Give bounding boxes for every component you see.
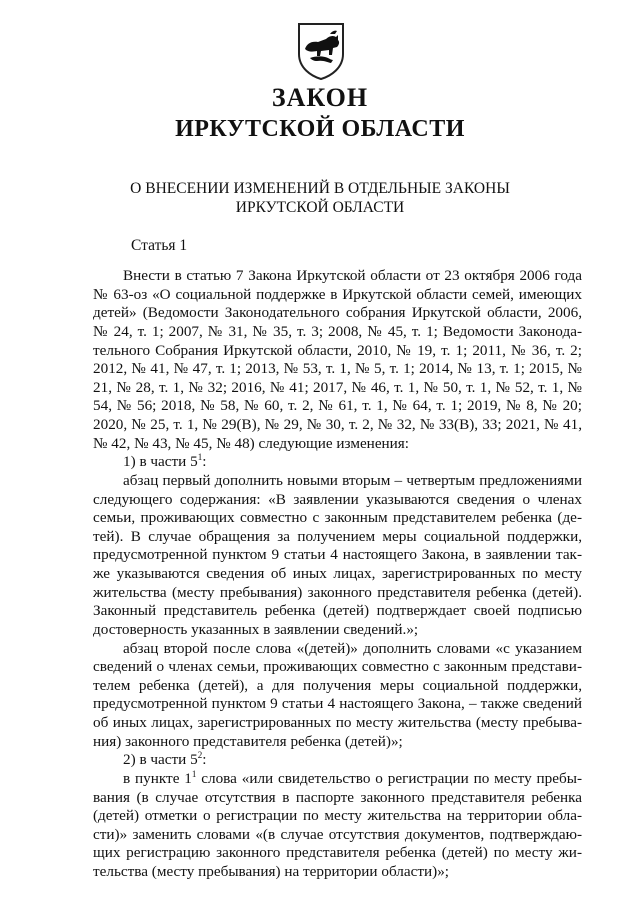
item-2-para-prefix: в пункте 1 bbox=[123, 769, 192, 787]
item-2-colon: : bbox=[202, 751, 207, 769]
item-2-para-rest: слова «или свидетельство о регистрации по месту пребывания (в случае отсутствия в паспорте законного представителя ребенка (детей) отметки о регистрации по месту жительства на территории области)» заменить словами «(в случае отсутствия документов, подтверждающих регистрацию законного представителя ребенка (детей) по месту жительства (месту пребывания) на территории области)»; bbox=[93, 769, 582, 880]
item-2-superscript: 2 bbox=[197, 750, 203, 761]
intro-paragraph: Внести в статью 7 Закона Иркутской области от 23 октября 2006 года № 63-оз «О социальной поддержке в Иркутской области семей, имеющих детей» (Ведомости Законодательного собрания Иркутской области, 2006, № 24, т. 1; 2007, № 31, № 35, т. 3; 2008, № 45, т. 1; Ведомости Законодательного Собрания Иркутской области, 2010, № 19, т. 1; 2011, № 36, т. 2; 2012, № 41, № 47, т. 1; 2013, № 53, т. 1, № 5, т. 1; 2014, № 13, т. 1; 2015, № 21, № 28, т. 1, № 32; 2016, № 41; 2017, № 46, т. 1, № 50, т. 1, № 52, т. 1, № 54, № 56; 2018, № 58, № 60, т. 2, № 61, т. 1, № 64, т. 1; 2019, № 8, № 20; 2020, № 25, т. 1, № 29(В), № 29, № 30, т. 2, № 32, № 33(В), 33; 2021, № 41, № 42, № 43, № 45, № 48) следующие изменения: bbox=[93, 267, 582, 452]
subject-line-1: О ВНЕСЕНИИ ИЗМЕНЕНИЙ В ОТДЕЛЬНЫЕ ЗАКОНЫ bbox=[130, 180, 510, 197]
item-1-superscript: 1 bbox=[197, 452, 203, 463]
item-2-para-superscript: 1 bbox=[191, 768, 197, 779]
item-1-paragraph-1: абзац первый дополнить новыми вторым – четвертым предложениями следующего содержания: «В заявлении указываются сведения о членах семьи, проживающих совместно с законным представителем ребенка (детей). В случае обращения за получением меры социальной поддержки, предусмотренной пунктом 9 статьи 4 настоящего Закона, в заявлении также указываются сведения об иных лицах, зарегистрированных по месту жительства (месту пребывания) законного представителя ребенка (детей). Законный представитель ребенка (детей) подтверждает своей подписью достоверность указанных в заявлении сведений.»; bbox=[93, 471, 582, 638]
item-1-label: 1) в части 5 bbox=[123, 453, 198, 471]
item-1-colon: : bbox=[202, 453, 207, 471]
item-2-paragraph-1 bbox=[93, 770, 582, 882]
item-1-heading bbox=[93, 453, 582, 472]
item-1-paragraph-2: абзац второй после слова «(детей)» дополнить словами «с указанием сведений о членах семьи, проживающих совместно с законным представителем ребенка (детей), а для получения меры социальной поддержки, предусмотренной пунктом 9 статьи 4 настоящего Закона, – также сведений об иных лицах, зарегистрированных по месту жительства (месту пребывания) законного представителя ребенка (детей)»; bbox=[93, 639, 582, 750]
article-body bbox=[93, 267, 582, 882]
document-subtitle: ИРКУТСКОЙ ОБЛАСТИ bbox=[175, 116, 465, 142]
article-label: Статья 1 bbox=[131, 237, 188, 254]
irkutsk-coat-of-arms-icon bbox=[297, 22, 345, 80]
item-2-heading bbox=[93, 751, 582, 770]
law-subject-heading bbox=[0, 179, 640, 217]
item-2-label: 2) в части 5 bbox=[123, 751, 198, 769]
document-title: ЗАКОН bbox=[271, 83, 369, 112]
subject-line-2: ИРКУТСКОЙ ОБЛАСТИ bbox=[235, 199, 405, 216]
